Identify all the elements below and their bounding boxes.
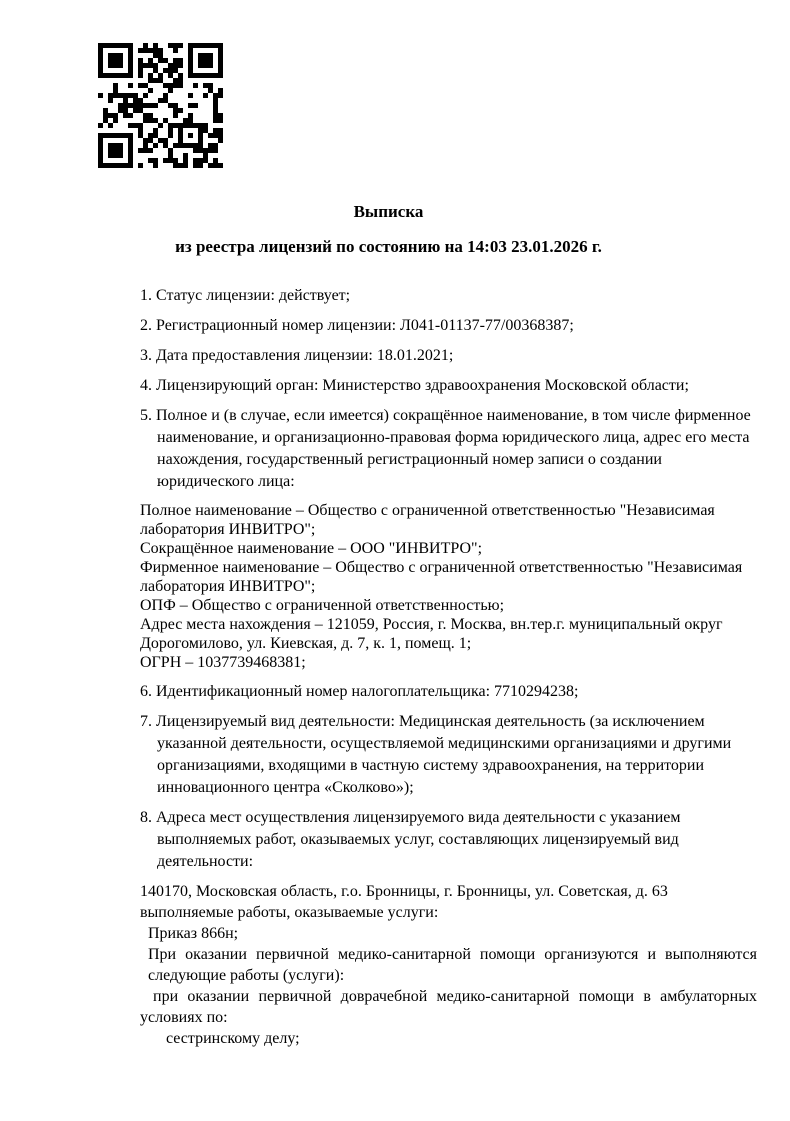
- license-registration-number: 2. Регистрационный номер лицензии: Л041-01137-77/00368387;: [140, 317, 574, 334]
- licensed-activity: 7. Лицензируемый вид деятельности: Медицинская деятельность (за исключением указанной деятельности, осуществляемой медицинскими организациями и другими организациями, входящими в частную систему здравоохранения, на территории инновационного центра «Сколково»);: [140, 713, 732, 796]
- qr-code: [98, 43, 223, 168]
- works-label: выполняемые работы, оказываемые услуги:: [140, 904, 439, 921]
- company-ogrn: ОГРН – 1037739468381;: [140, 654, 306, 671]
- work-address: 140170, Московская область, г.о. Бронницы, г. Бронницы, ул. Советская, д. 63: [140, 883, 668, 900]
- company-details: [140, 501, 757, 672]
- company-brand-name: Фирменное наименование – Общество с ограниченной ответственностью "Независимая лаборатория ИНВИТРО";: [140, 559, 743, 595]
- company-short-name: Сокращённое наименование – ООО "ИНВИТРО";: [140, 540, 483, 557]
- licensing-authority: 4. Лицензирующий орган: Министерство здравоохранения Московской области;: [140, 377, 689, 394]
- order-reference: Приказ 866н;: [148, 925, 239, 942]
- work-line: при оказании первичной доврачебной медико-санитарной помощи в амбулаторных условиях по:: [140, 988, 757, 1026]
- company-legal-form: ОПФ – Общество с ограниченной ответственностью;: [140, 597, 505, 614]
- taxpayer-id: 6. Идентификационный номер налогоплательщика: 7710294238;: [140, 683, 579, 700]
- document-subtitle: из реестра лицензий по состоянию на 14:03 23.01.2026 г.: [175, 237, 602, 256]
- company-address: Адрес места нахождения – 121059, Россия, г. Москва, вн.тер.г. муниципальный округ Дорогомилово, ул. Киевская, д. 7, к. 1, помещ. 1;: [140, 616, 723, 652]
- work-line: При оказании первичной медико-санитарной помощи организуются и выполняются следующие работы (услуги):: [148, 946, 757, 984]
- company-name-clause: 5. Полное и (в случае, если имеется) сокращённое наименование, в том числе фирменное наименование, и организационно-правовая форма юридического лица, адрес его места нахождения, государственный регистрационный номер записи о создании юридического лица:: [140, 407, 751, 490]
- document-body: [140, 285, 757, 1049]
- activity-addresses-clause: 8. Адреса мест осуществления лицензируемого вида деятельности с указанием выполняемых работ, оказываемых услуг, составляющих лицензируемый вид деятельности:: [140, 809, 681, 870]
- address-works-block: [140, 881, 757, 1049]
- company-full-name: Полное наименование – Общество с ограниченной ответственностью "Независимая лаборатория ИНВИТРО";: [140, 502, 715, 538]
- license-grant-date: 3. Дата предоставления лицензии: 18.01.2021;: [140, 347, 454, 364]
- document-title: Выписка: [353, 202, 424, 221]
- license-status: 1. Статус лицензии: действует;: [140, 287, 351, 304]
- work-line: сестринскому делу;: [166, 1030, 300, 1047]
